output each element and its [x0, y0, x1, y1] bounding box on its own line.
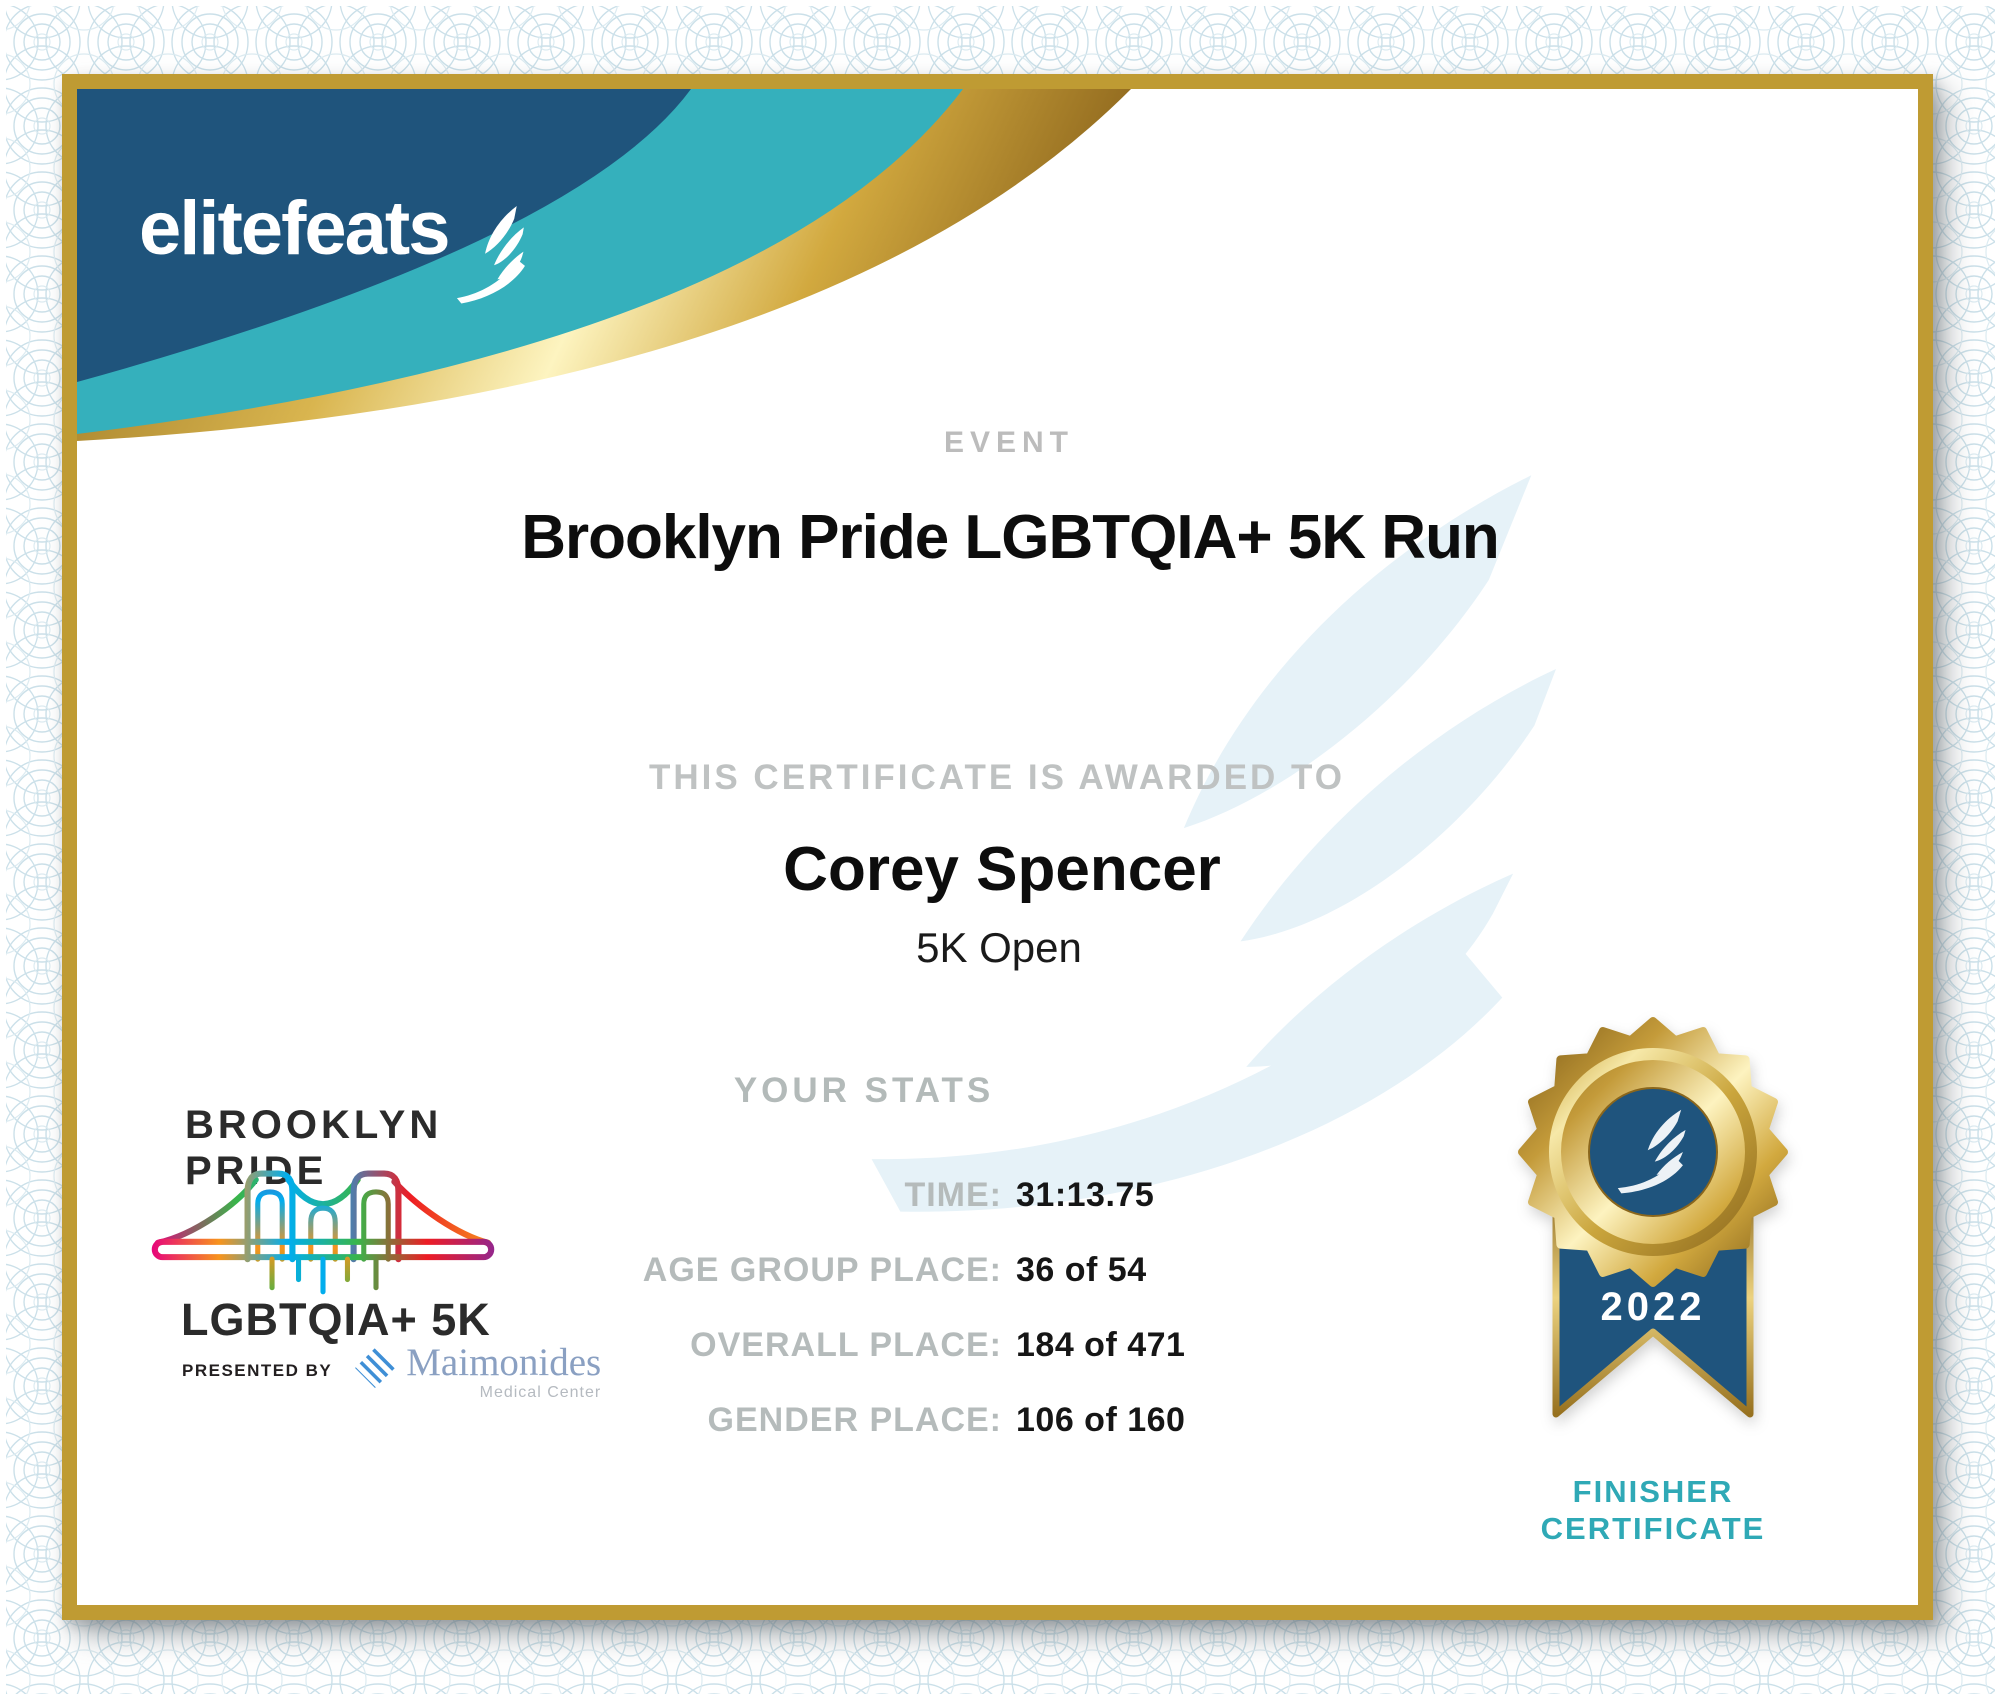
pride-logo-subtitle: LGBTQIA+ 5K — [181, 1294, 491, 1345]
certificate-panel — [62, 74, 1933, 1620]
pride-logo-line1: BROOKLYN — [185, 1103, 443, 1147]
presented-by-label: PRESENTED BY — [182, 1361, 333, 1380]
stat-label: GENDER PLACE — [707, 1401, 990, 1439]
stat-colon: : — [989, 1251, 1002, 1289]
sponsor-name: Maimonides — [406, 1341, 602, 1384]
sponsor-descriptor: Medical Center — [479, 1384, 602, 1401]
medal-center — [1589, 1088, 1717, 1216]
finisher-certificate-caption — [1473, 1473, 1833, 1547]
stat-row-age-group — [457, 1233, 1185, 1308]
pride-logo-line2: PRIDE — [185, 1149, 328, 1193]
stat-label: AGE GROUP PLACE — [642, 1251, 990, 1289]
stats-block — [457, 1158, 1185, 1458]
awarded-to-label: THIS CERTIFICATE IS AWARDED TO — [648, 758, 1346, 797]
caption-line1: FINISHER — [1572, 1474, 1734, 1509]
stat-value: 106 of 160 — [1016, 1401, 1186, 1439]
event-title: Brooklyn Pride LGBTQIA+ 5K Run — [521, 503, 1499, 572]
finisher-medal — [1488, 1012, 1818, 1482]
stat-label: OVERALL PLACE — [690, 1326, 990, 1364]
recipient-name: Corey Spencer — [783, 835, 1221, 904]
division-name: 5K Open — [916, 924, 1082, 971]
stat-colon: : — [989, 1176, 1002, 1214]
your-stats-label: YOUR STATS — [733, 1071, 995, 1110]
event-label: EVENT — [943, 426, 1075, 459]
stat-label: TIME — [904, 1176, 990, 1214]
brand-wordmark: elitefeats — [139, 186, 449, 271]
stat-value: 36 of 54 — [1016, 1251, 1147, 1289]
caption-line2: CERTIFICATE — [1540, 1511, 1766, 1546]
stat-value: 31:13.75 — [1016, 1176, 1155, 1214]
rainbow-bridge-icon — [149, 1145, 497, 1303]
winged-foot-logo-icon — [435, 174, 546, 335]
medal-year: 2022 — [1600, 1285, 1706, 1329]
stat-value: 184 of 471 — [1016, 1326, 1186, 1364]
brand-logo — [139, 186, 539, 331]
stat-colon: : — [989, 1326, 1002, 1364]
stat-colon: : — [989, 1401, 1002, 1439]
presented-by-row — [182, 1343, 601, 1402]
maimonides-diamond-icon — [354, 1347, 396, 1389]
stat-row-time — [457, 1158, 1185, 1233]
